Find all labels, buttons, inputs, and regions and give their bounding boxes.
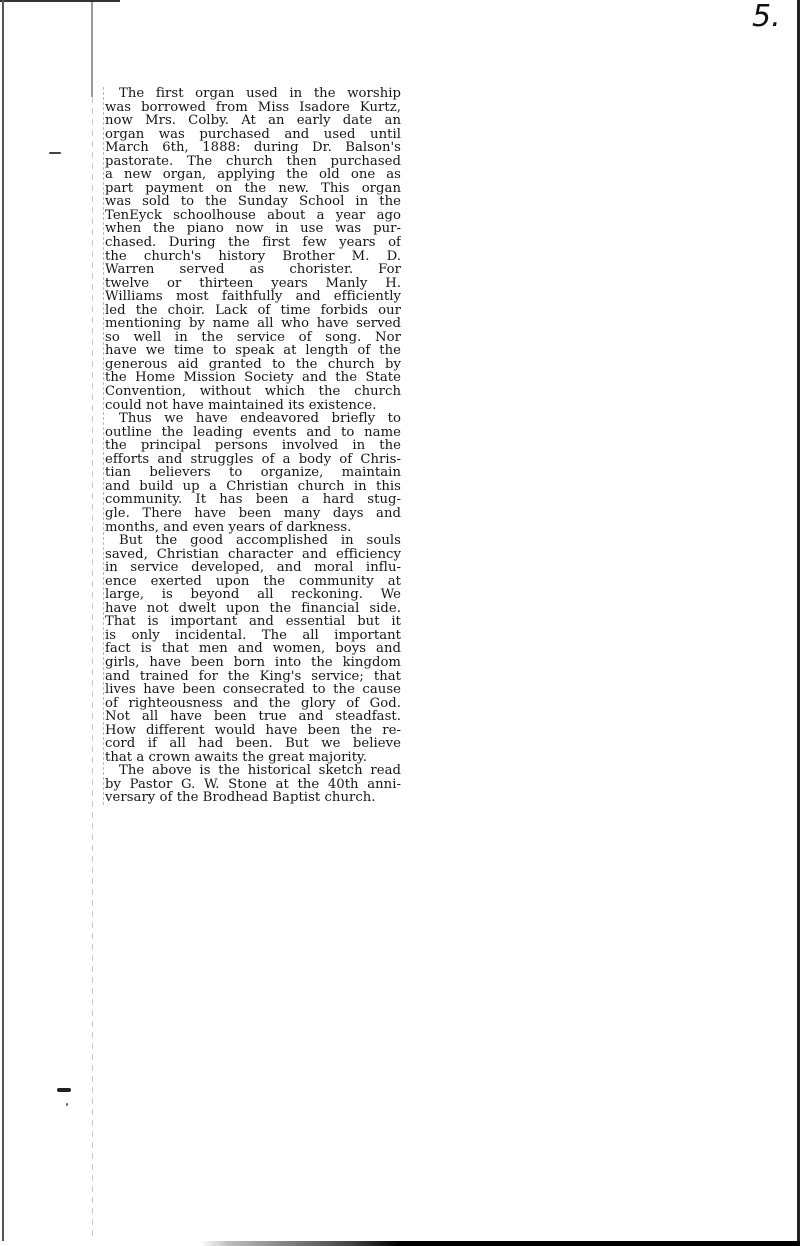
text-line: the Home Mission Society and the State (105, 371, 401, 386)
text-line: Thus we have endeavored briefly to (119, 412, 401, 426)
text-line: led the choir. Lack of time forbids our (105, 303, 401, 318)
text-line: girls, have been born into the kingdom (105, 655, 401, 670)
text-line: was sold to the Sunday School in the (105, 195, 401, 209)
text-line: tian believers to organize, maintain (105, 466, 401, 480)
text-line: How different would have been the re- (105, 723, 401, 738)
margin-mark (57, 1088, 71, 1092)
text-line: the principal persons involved in the (105, 439, 401, 453)
text-line: was borrowed from Miss Isadore Kurtz, (105, 100, 401, 115)
newspaper-clipping-column (103, 87, 401, 805)
text-line: efforts and struggles of a body of Chris- (105, 452, 401, 467)
text-line: pastorate. The church then purchased (105, 154, 401, 169)
text-line: have we time to speak at length of the (105, 344, 401, 358)
text-line: the church's history Brother M. D. (105, 249, 401, 264)
clipping-border-dashed (92, 97, 93, 1246)
text-line: Warren served as chorister. For (105, 263, 401, 277)
text-line: gle. There have been many days and (105, 506, 401, 521)
scan-top-edge (0, 0, 120, 2)
article-paragraph (105, 412, 401, 534)
scan-bottom-edge (0, 1241, 800, 1246)
clipping-border-line (91, 2, 93, 97)
text-line: large, is beyond all reckoning. We (105, 588, 401, 602)
text-line: could not have maintained its existence. (105, 398, 377, 413)
text-line: community. It has been a hard stug- (105, 493, 401, 507)
text-line: Williams most faithfully and efficiently (105, 290, 401, 304)
text-line: chased. During the first few years of (105, 236, 401, 250)
text-line: versary of the Brodhead Baptist church. (105, 791, 376, 805)
text-line: generous aid granted to the church by (105, 357, 401, 372)
article-paragraph (105, 87, 401, 412)
text-line: But the good accomplished in souls (119, 534, 401, 548)
text-line: Convention, without which the church (105, 385, 401, 399)
text-line: and build up a Christian church in this (105, 479, 401, 494)
text-line: have not dwelt upon the financial side. (105, 601, 401, 616)
text-line: TenEyck schoolhouse about a year ago (105, 208, 401, 223)
text-line: so well in the service of song. Nor (105, 330, 401, 345)
margin-mark (66, 1103, 68, 1106)
text-line: ence exerted upon the community at (105, 574, 401, 589)
text-line: lives have been consecrated to the cause (105, 683, 401, 697)
text-line: part payment on the new. This organ (105, 181, 401, 196)
margin-mark (49, 152, 61, 154)
text-line: is only incidental. The all important (105, 628, 401, 643)
text-line: of righteousness and the glory of God. (105, 696, 401, 711)
handwritten-page-number: 5. (752, 0, 781, 34)
text-line: organ was purchased and used until (105, 127, 401, 142)
text-line: and trained for the King's service; that (105, 669, 401, 684)
text-line: months, and even years of darkness. (105, 520, 352, 535)
text-line: The above is the historical sketch read (119, 764, 401, 778)
text-line: The first organ used in the worship (119, 87, 401, 101)
text-line: when the piano now in use was pur- (105, 222, 401, 237)
text-line: now Mrs. Colby. At an early date an (105, 114, 401, 128)
scan-left-edge (2, 0, 4, 1246)
text-line: Not all have been true and steadfast. (105, 710, 401, 724)
text-line: cord if all had been. But we believe (105, 737, 401, 751)
text-line: fact is that men and women, boys and (105, 642, 401, 656)
text-line: twelve or thirteen years Manly H. (105, 276, 401, 291)
text-line: outline the leading events and to name (105, 425, 401, 440)
text-line: a new organ, applying the old one as (105, 168, 401, 182)
article-paragraph (105, 764, 401, 805)
text-line: by Pastor G. W. Stone at the 40th anni- (105, 777, 401, 792)
article-paragraph (105, 534, 401, 764)
text-line: that a crown awaits the great majority. (105, 750, 368, 765)
text-line: mentioning by name all who have served (105, 317, 401, 331)
text-line: in service developed, and moral influ- (105, 561, 401, 575)
text-line: saved, Christian character and efficiency (105, 547, 401, 562)
text-line: March 6th, 1888: during Dr. Balson's (105, 141, 401, 155)
text-line: That is important and essential but it (105, 615, 401, 629)
